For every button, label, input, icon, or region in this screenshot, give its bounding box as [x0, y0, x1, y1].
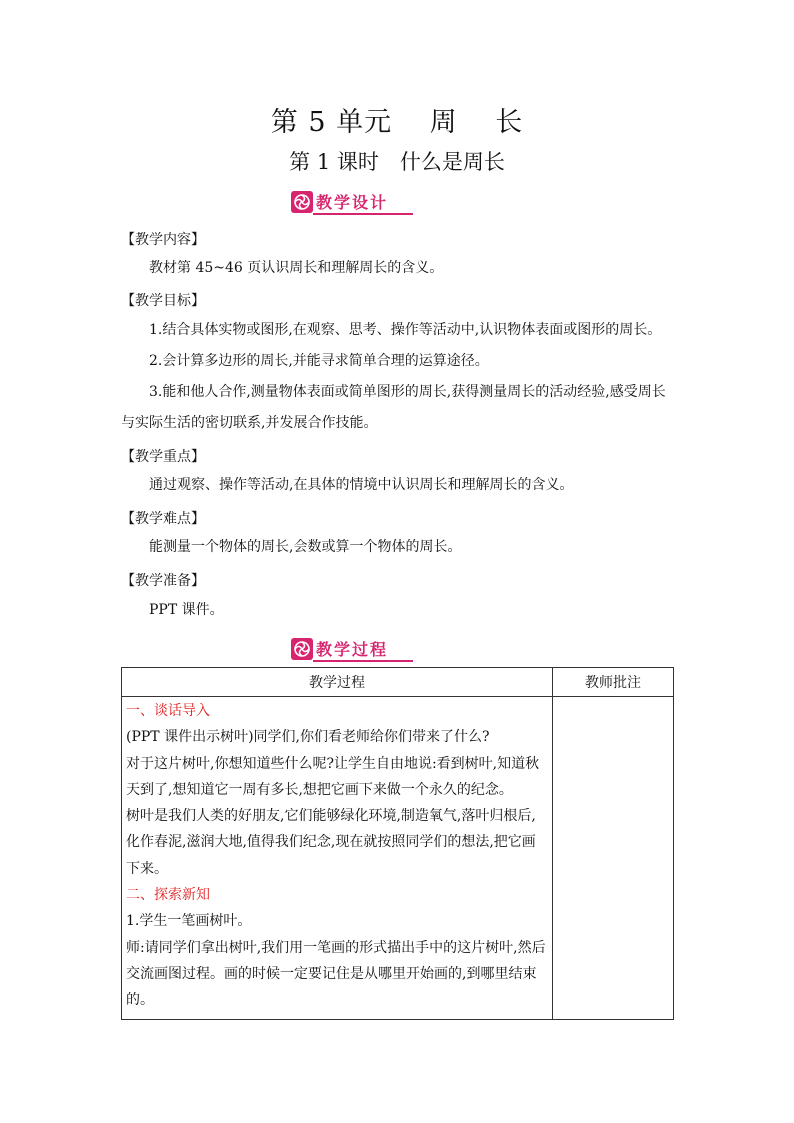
banner-label: 教学设计 [316, 193, 389, 212]
goal-item-2: 2.会计算多边形的周长,并能寻求简单合理的运算途径。 [149, 353, 489, 369]
content-heading: 【教学内容】 [121, 232, 205, 248]
part1-line-1: (PPT 课件出示树叶)同学们,你们看老师给你们带来了什么? [126, 729, 490, 746]
banner-underline [313, 660, 413, 662]
goal-item-3: 3.能和他人合作,测量物体表面或简单图形的周长,获得测量周长的活动经验,感受周长与实际生活的密切联系,并发展合作技能。 [121, 384, 666, 431]
goal-item-1: 1.结合具体实物或图形,在观察、思考、操作等活动中,认识物体表面或图形的周长。 [149, 322, 662, 338]
goals-heading: 【教学目标】 [121, 293, 205, 309]
part2-title: 二、探索新知 [126, 887, 210, 904]
table-header-row [122, 668, 674, 697]
teaching-process-banner [289, 636, 413, 662]
swirl-logo-icon [291, 191, 313, 213]
unit-title: 第 5 单元 周 长 [270, 107, 524, 138]
col-header-process: 教学过程 [122, 668, 553, 697]
key-heading: 【教学重点】 [121, 449, 205, 465]
part2-line-2: 师:请同学们拿出树叶,我们用一笔画的形式描出手中的这片树叶,然后交流画图过程。画的时候一定要记住是从哪里开始画的,到哪里结束的。 [126, 939, 546, 1009]
process-cell [122, 697, 553, 1020]
teaching-process-table [121, 667, 674, 1020]
banner-underline [313, 213, 413, 215]
content-text: 教材第 45~46 页认识周长和理解周长的含义。 [149, 260, 444, 276]
swirl-logo-icon [291, 638, 313, 660]
prepare-text: PPT 课件。 [149, 602, 224, 618]
col-header-notes: 教师批注 [553, 668, 674, 697]
banner-label: 教学过程 [316, 640, 389, 659]
teaching-design-banner [289, 189, 413, 215]
lesson-title: 第 1 课时 什么是周长 [289, 150, 505, 174]
prepare-heading: 【教学准备】 [121, 573, 205, 589]
teacher-notes-cell [553, 697, 674, 1020]
part1-line-2: 对于这片树叶,你想知道些什么呢?让学生自由地说:看到树叶,知道秋天到了,想知道它一周有多长,想把它画下来做一个永久的纪念。 [126, 755, 540, 798]
part1-line-3: 树叶是我们人类的好朋友,它们能够绿化环境,制造氧气,落叶归根后,化作春泥,滋润大地,值得我们纪念,现在就按照同学们的想法,把它画下来。 [126, 808, 536, 877]
part2-line-1: 1.学生一笔画树叶。 [126, 913, 252, 930]
difficult-text: 能测量一个物体的周长,会数或算一个物体的周长。 [149, 539, 462, 555]
part1-title: 一、谈话导入 [126, 703, 210, 719]
table-row [122, 697, 674, 1020]
key-text: 通过观察、操作等活动,在具体的情境中认识周长和理解周长的含义。 [149, 477, 574, 493]
difficult-heading: 【教学难点】 [121, 511, 205, 527]
